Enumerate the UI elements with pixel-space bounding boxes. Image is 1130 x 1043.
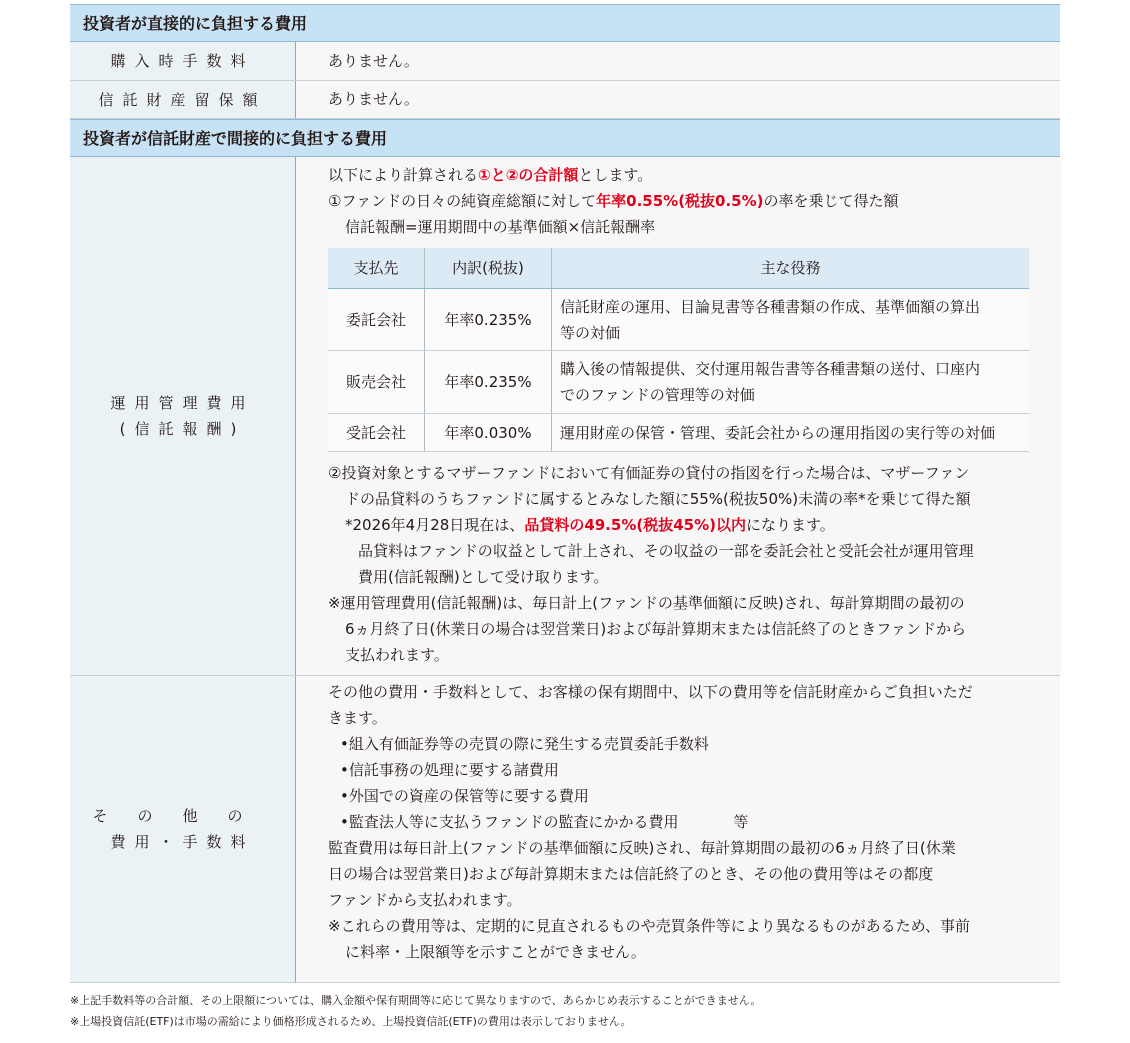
table-row [328,414,1029,452]
audit-l3: ファンドから支払われます。 [328,891,522,909]
purchase-fee-value: ありません。 [296,42,1060,80]
duty-cell [552,414,1030,452]
management-fee-label [70,157,296,675]
item1-text: ①ファンドの日々の純資産総額に対して [328,192,597,210]
other-etc: 等 [733,813,749,831]
other-bullet-1: •組入有価証券等の売買の際に発生する売買委託手数料 [340,735,709,753]
intro-text-end: とします。 [578,166,653,184]
other-fees-label [70,676,296,982]
other-bullet-4-row [328,809,1028,835]
payee-cell: 販売会社 [328,351,425,414]
duty-cell [552,351,1030,414]
duty-cell [552,289,1030,351]
other-intro-l1: その他の費用・手数料として、お客様の保有期間中、以下の費用等を信託財産からご負担いただ [328,683,973,701]
item1-highlight: 年率0.55%(税抜0.5%) [596,192,764,210]
other-label-line2: 費用・手数料 [110,833,255,851]
duty-line: でのファンドの管理等の対価 [560,386,755,404]
management-note-l1: ※運用管理費用(信託報酬)は、毎日計上(ファンドの基準価額に反映)され、毎計算期間の最初の [328,594,965,612]
table-row [328,351,1029,414]
management-label-line1: 運用管理費用 [110,394,255,412]
fee-breakdown-table [328,248,1029,452]
item1-text-end: の率を乗じて得た額 [763,192,899,210]
audit-l2: 日の場合は翌営業日)および毎計算期末または信託終了のとき、その他の費用等はその都度 [328,865,934,883]
management-note-l3: 支払われます。 [345,646,449,664]
table-row [328,289,1029,351]
other-intro-l2: きます。 [328,709,387,727]
management-note-l2: 6ヵ月終了日(休業日の場合は翌営業日)および毎計算期末または信託終了のときファンドから [345,620,966,638]
management-fee-detail [296,157,1061,675]
section-header-direct: 投資者が直接的に負担する費用 [70,4,1060,42]
management-star-note [328,512,1029,538]
management-label-line2: (信託報酬) [119,420,246,438]
footnote-2: ※上場投資信託(ETF)は市場の需給により価格形成されるため、上場投資信託(ETF)の費用は表示しておりません。 [70,1015,632,1028]
duty-line: 運用財産の保管・管理、委託会社からの運用指図の実行等の対価 [560,423,996,442]
management-item2-l1: ②投資対象とするマザーファンドにおいて有価証券の貸付の指図を行った場合は、マザーファン [328,464,970,482]
rate-cell: 年率0.235% [425,289,552,351]
retention-row [70,81,1060,119]
star-text-end: になります。 [745,516,835,534]
other-bullet-3: •外国での資産の保管等に要する費用 [340,787,589,805]
star-text: *2026年4月28日現在は、 [345,516,525,534]
intro-highlight: ①と②の合計額 [478,166,579,184]
table-header-payee: 支払先 [328,248,425,289]
other-bullet-4: •監査法人等に支払うファンドの監査にかかる費用 [340,813,679,831]
duty-line: 信託財産の運用、目論見書等各種書類の作成、基準価額の算出 [560,297,981,316]
rate-cell: 年率0.235% [425,351,552,414]
duty-line: 等の対価 [560,323,621,342]
payee-cell: 委託会社 [328,289,425,351]
management-intro [328,162,1029,188]
fee-document [70,4,1060,983]
table-header-duty: 主な役務 [552,248,1030,289]
other-note-l2: に料率・上限額等を示すことができません。 [345,943,646,961]
other-note-l1: ※これらの費用等は、定期的に見直されるものや売買条件等により異なるものがあるため、事前 [328,917,970,935]
other-fees-detail [296,676,1060,982]
duty-line: 購入後の情報提供、交付運用報告書等各種書類の送付、口座内 [560,360,981,378]
audit-l1: 監査費用は毎日計上(ファンドの基準価額に反映)され、毎計算期間の最初の6ヵ月終了日(休業 [328,839,956,857]
rate-cell: 年率0.030% [425,414,552,452]
management-fee-row [70,157,1060,676]
purchase-fee-label: 購入時手数料 [70,42,296,80]
other-label-line1: その他の [92,807,273,825]
section-header-indirect: 投資者が信託財産で間接的に負担する費用 [70,119,1060,157]
footnote-1: ※上記手数料等の合計額、その上限額については、購入金額や保有期間等に応じて異なりますので、あらかじめ表示することができません。 [70,994,762,1007]
star-highlight: 品貸料の49.5%(税抜45%)以内 [524,516,746,534]
management-item2-l2: ドの品貸料のうちファンドに属するとみなした額に55%(税抜50%)未満の率*を乗じて得た額 [345,490,971,508]
other-bullet-2: •信託事務の処理に要する諸費用 [340,761,559,779]
management-item1 [328,188,1029,214]
management-formula: 信託報酬=運用期間中の基準価額×信託報酬率 [345,218,656,236]
footnotes [70,990,761,1032]
payee-cell: 受託会社 [328,414,425,452]
retention-label: 信託財産留保額 [70,81,296,118]
table-header-rate: 内訳(税抜) [425,248,552,289]
lend-note-l1: 品貸料はファンドの収益として計上され、その収益の一部を委託会社と受託会社が運用管理 [358,542,974,560]
lend-note-l2: 費用(信託報酬)として受け取ります。 [358,568,609,586]
purchase-fee-row [70,42,1060,81]
other-fees-row [70,676,1060,983]
retention-value: ありません。 [296,81,1060,118]
intro-text: 以下により計算される [328,166,479,184]
